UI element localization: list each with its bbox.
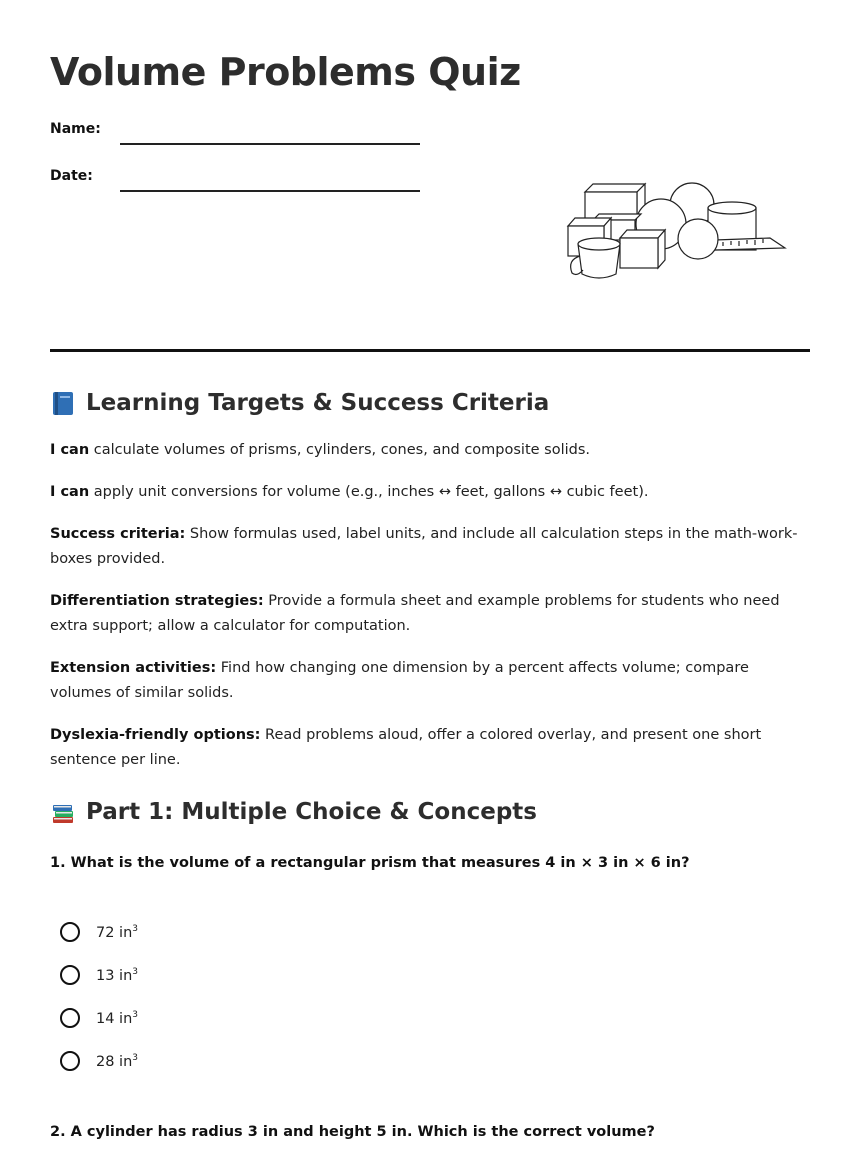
dyslexia-friendly-options: Dyslexia-friendly options: Read problems aloud, offer a colored overlay, and present one short sentence per line. [50,727,762,768]
learning-targets-title: Learning Targets & Success Criteria [86,390,550,416]
option-label: 14 $in^3$ [96,1009,139,1027]
name-label: Name: [50,121,101,137]
part1-heading [50,799,537,825]
q1-option-d[interactable] [60,1048,138,1074]
target-item: I can calculate volumes of prisms, cylinders, cones, and composite solids. [50,442,591,458]
option-label: 72 $in^3$ [96,923,139,941]
radio-button[interactable] [60,1008,80,1028]
radio-button[interactable] [60,1051,80,1071]
q1-option-c[interactable] [60,1005,138,1031]
differentiation-strategies: Differentiation strategies: Provide a formula sheet and example problems for students who need extra support; allow a calculator for computation. [50,593,780,634]
option-label: 28 $in^3$ [96,1052,139,1070]
question-2: 2. A cylinder has radius 3 in and height 5 in. Which is the correct volume? [50,1124,655,1140]
radio-button[interactable] [60,965,80,985]
geometric-solids-illustration [565,178,790,286]
name-field[interactable] [120,143,420,145]
success-criteria: Success criteria: Show formulas used, label units, and include all calculation steps in the math-work-boxes provided. [50,526,798,567]
question-1: 1. What is the volume of a rectangular prism that measures 4 in × 3 in × 6 in? [50,855,690,871]
q1-option-a[interactable] [60,919,138,945]
date-label: Date: [50,168,93,184]
learning-targets-heading [50,390,549,416]
page-title: Volume Problems Quiz [50,50,521,94]
part1-title: Part 1: Multiple Choice & Concepts [86,799,537,825]
blue-book-icon [50,390,76,416]
option-label: 13 $in^3$ [96,966,139,984]
date-field[interactable] [120,190,420,192]
extension-activities: Extension activities: Find how changing one dimension by a percent affects volume; compare volumes of similar solids. [50,660,749,701]
q1-option-b[interactable] [60,962,138,988]
section-divider [50,349,810,352]
target-item: I can apply unit conversions for volume (e.g., inches ↔ feet, gallons ↔ cubic feet). [50,484,649,500]
radio-button[interactable] [60,922,80,942]
stack-of-books-icon [50,799,76,825]
